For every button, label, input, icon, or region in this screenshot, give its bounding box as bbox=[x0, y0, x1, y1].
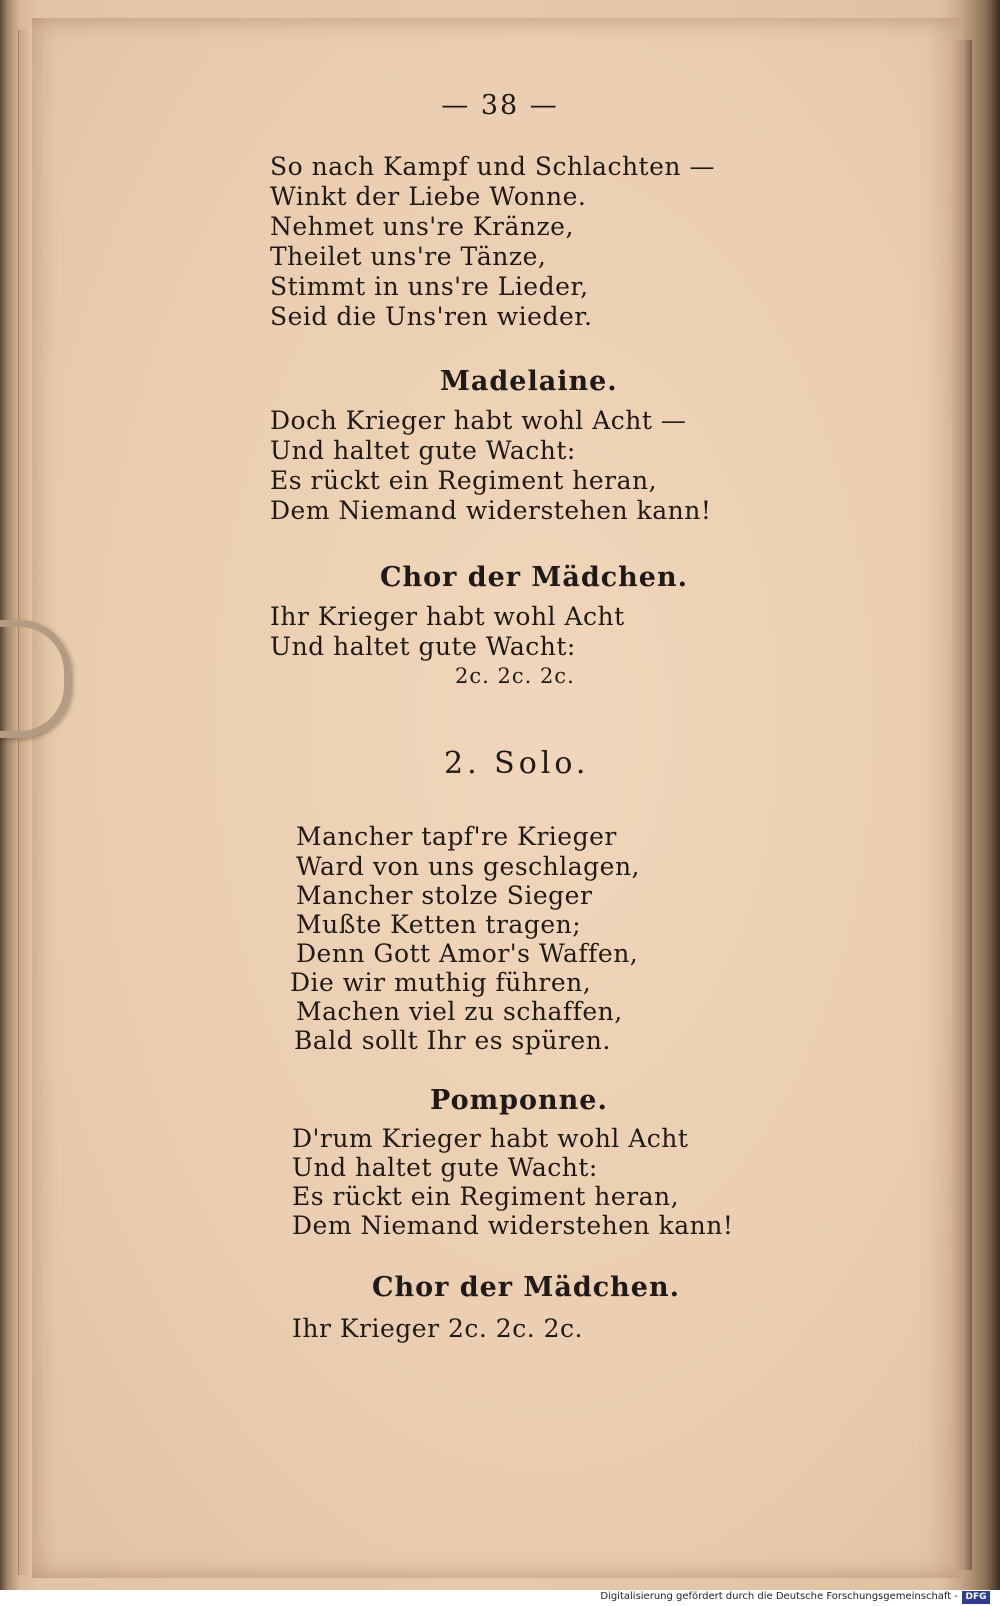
dfg-logo: DFG bbox=[962, 1591, 990, 1604]
verse-line: Es rückt ein Regiment heran, bbox=[292, 1182, 680, 1211]
speaker-heading-madelaine: Madelaine. bbox=[440, 366, 618, 397]
verse-line: Ihr Krieger habt wohl Acht bbox=[270, 602, 625, 631]
verse-line: Und haltet gute Wacht: bbox=[270, 436, 576, 465]
verse-line: Dem Niemand widerstehen kann! bbox=[270, 496, 712, 525]
verse-line: Seid die Uns'ren wieder. bbox=[270, 302, 593, 331]
verse-line: Und haltet gute Wacht: bbox=[270, 632, 576, 661]
verse-line: Und haltet gute Wacht: bbox=[292, 1153, 598, 1182]
page-number: — 38 — bbox=[441, 90, 559, 121]
speaker-heading-pomponne: Pomponne. bbox=[430, 1085, 608, 1116]
verse-line: Machen viel zu schaffen, bbox=[296, 997, 623, 1026]
footer-credit: Digitalisierung gefördert durch die Deutsche Forschungsgemeinschaft - bbox=[600, 1591, 958, 1602]
verse-line: Ward von uns geschlagen, bbox=[296, 852, 641, 881]
verse-line: D'rum Krieger habt wohl Acht bbox=[292, 1124, 689, 1153]
etc-marker: 2c. 2c. 2c. bbox=[455, 664, 575, 688]
speaker-heading-chor: Chor der Mädchen. bbox=[380, 562, 688, 593]
verse-line: Stimmt in uns're Lieder, bbox=[270, 272, 589, 301]
verse-line: Mußte Ketten tragen; bbox=[296, 910, 582, 939]
verse-line: Ihr Krieger 2c. 2c. 2c. bbox=[292, 1314, 583, 1343]
verse-line: Dem Niemand widerstehen kann! bbox=[292, 1211, 734, 1240]
verse-line: Mancher stolze Sieger bbox=[296, 881, 593, 910]
verse-line: Denn Gott Amor's Waffen, bbox=[296, 939, 639, 968]
section-title: 2. Solo. bbox=[444, 746, 590, 781]
verse-line: Theilet uns're Tänze, bbox=[270, 242, 547, 271]
verse-line: Doch Krieger habt wohl Acht — bbox=[270, 406, 687, 435]
verse-line: Winkt der Liebe Wonne. bbox=[270, 182, 587, 211]
verse-line: Mancher tapf're Krieger bbox=[296, 822, 617, 851]
verse-line: Die wir muthig führen, bbox=[290, 968, 592, 997]
speaker-heading-chor: Chor der Mädchen. bbox=[372, 1272, 680, 1303]
verse-line: Bald sollt Ihr es spüren. bbox=[294, 1026, 611, 1055]
verse-line: So nach Kampf und Schlachten — bbox=[270, 152, 715, 181]
page-stack-right-edge bbox=[952, 40, 972, 1570]
verse-line: Es rückt ein Regiment heran, bbox=[270, 466, 658, 495]
verse-line: Nehmet uns're Kränze, bbox=[270, 212, 574, 241]
